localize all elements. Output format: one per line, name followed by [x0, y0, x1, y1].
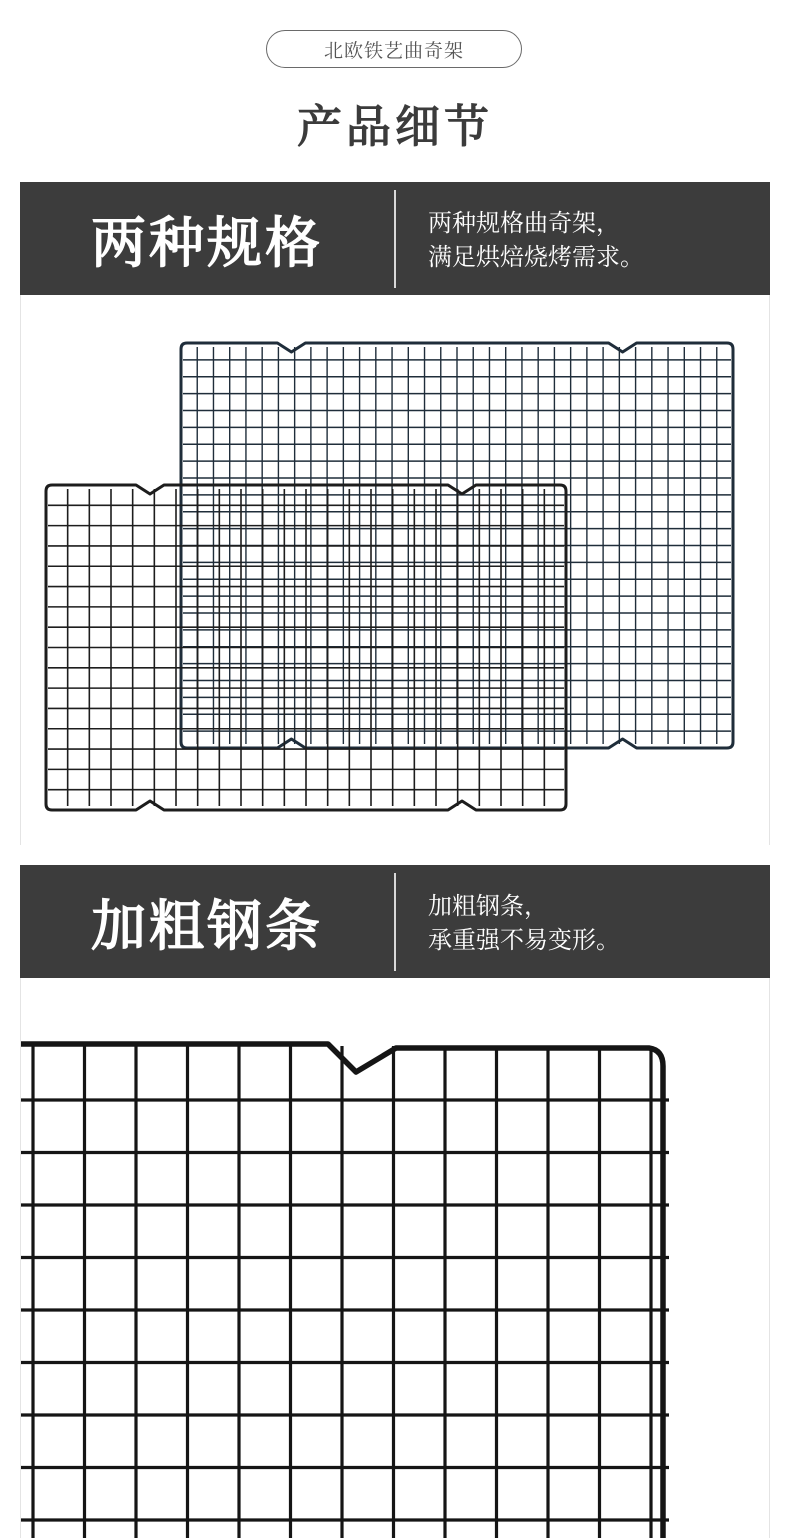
feature-banner-thick-steel [20, 865, 770, 978]
small-cooling-rack [46, 485, 566, 810]
feature-description [428, 889, 620, 957]
feature-title: 两种规格 [90, 211, 323, 275]
product-name-pill [266, 30, 522, 68]
feature-description-line: 两种规格曲奇架， [428, 209, 620, 237]
page-title: 产品细节 [296, 100, 493, 153]
rack-closeup-image [21, 978, 770, 1538]
feature-description-line: 加粗钢条， [428, 892, 548, 920]
two-racks-image [21, 295, 770, 845]
feature-description-line: 满足烘焙烧烤需求。 [428, 243, 644, 271]
two-racks-photo [20, 295, 770, 845]
feature-description-line: 承重强不易变形。 [428, 926, 620, 954]
rack-closeup-photo [20, 978, 770, 1538]
feature-description [428, 206, 644, 274]
product-name-label: 北欧铁艺曲奇架 [323, 39, 464, 62]
feature-banner-sizes [20, 182, 770, 295]
thick-steel-rack-closeup [21, 1044, 669, 1538]
banner-divider [394, 873, 396, 971]
banner-divider [394, 190, 396, 288]
feature-title: 加粗钢条 [90, 894, 323, 958]
